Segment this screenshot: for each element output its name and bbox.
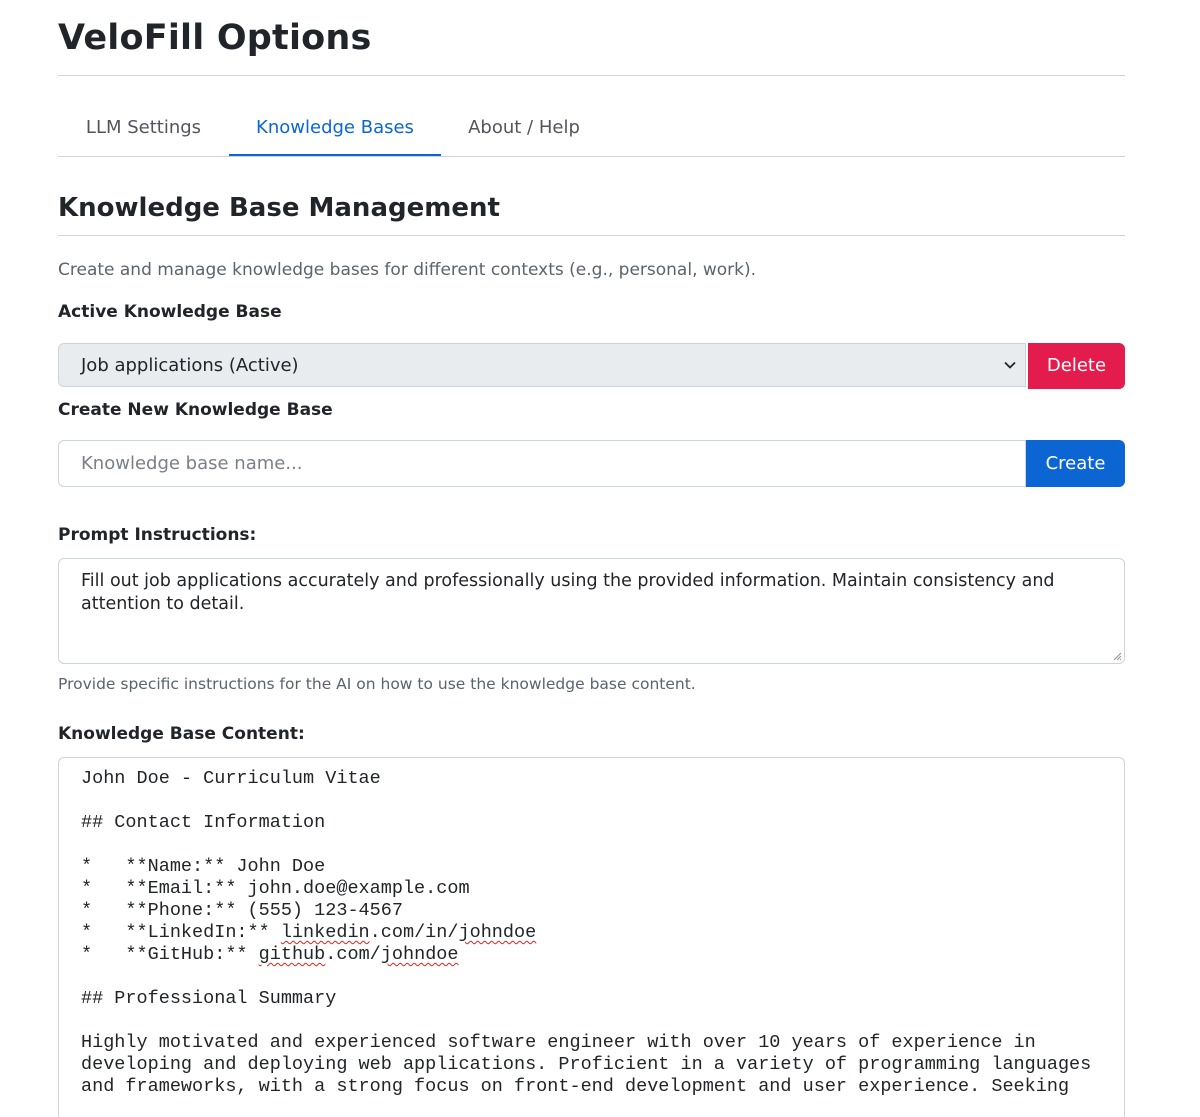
active-kb-label: Active Knowledge Base	[58, 302, 282, 322]
kb-content-line: ## Professional Summary	[81, 988, 337, 1009]
kb-content-line: John Doe - Curriculum Vitae	[81, 768, 381, 789]
tab-llm-settings[interactable]: LLM Settings	[85, 117, 202, 138]
kb-content-value	[81, 768, 1091, 1098]
section-divider	[58, 235, 1125, 236]
kb-content-line: * **Name:** John Doe	[81, 856, 326, 877]
kb-content-line: Highly motivated and experienced software engineer with over 10 years of experience in	[81, 1032, 1036, 1053]
chevron-down-icon	[1003, 358, 1017, 372]
kb-content-label: Knowledge Base Content:	[58, 724, 305, 744]
resize-grip-icon[interactable]	[1112, 651, 1122, 661]
kb-content-line	[81, 790, 1091, 812]
title-divider	[58, 75, 1125, 76]
kb-content-line: * **GitHub:** github.com/johndoe	[81, 944, 459, 965]
prompt-instructions-value: Fill out job applications accurately and professionally using the provided information. Maintain consistency and attention to detail.	[81, 571, 1055, 614]
create-kb-label: Create New Knowledge Base	[58, 400, 333, 420]
active-kb-select[interactable]	[58, 343, 1026, 387]
kb-content-line: * **LinkedIn:** linkedin.com/in/johndoe	[81, 922, 537, 943]
kb-content-line: * **Email:** john.doe@example.com	[81, 878, 470, 899]
active-kb-selected-value: Job applications (Active)	[81, 355, 299, 376]
section-description: Create and manage knowledge bases for different contexts (e.g., personal, work).	[58, 260, 757, 280]
kb-content-line	[81, 1010, 1091, 1032]
kb-content-line: developing and deploying web applications. Proficient in a variety of programming languages	[81, 1054, 1092, 1075]
page-title: VeloFill Options	[58, 18, 372, 58]
kb-content-line: and frameworks, with a strong focus on front-end development and user experience. Seeking	[81, 1076, 1070, 1097]
prompt-instructions-textarea[interactable]	[58, 558, 1125, 664]
kb-content-line: ## Contact Information	[81, 812, 326, 833]
section-heading: Knowledge Base Management	[58, 193, 500, 223]
create-kb-button[interactable]: Create	[1026, 440, 1125, 487]
prompt-instructions-hint: Provide specific instructions for the AI on how to use the knowledge base content.	[58, 675, 696, 693]
kb-name-placeholder: Knowledge base name...	[81, 453, 303, 474]
kb-name-input[interactable]	[58, 440, 1026, 487]
tab-knowledge-bases[interactable]: Knowledge Bases	[229, 100, 441, 156]
prompt-instructions-label: Prompt Instructions:	[58, 525, 257, 545]
tab-bar	[58, 100, 1125, 157]
delete-kb-button[interactable]: Delete	[1028, 343, 1125, 389]
kb-content-line: * **Phone:** (555) 123-4567	[81, 900, 403, 921]
kb-content-line	[81, 834, 1091, 856]
tab-about-help[interactable]: About / Help	[468, 117, 580, 138]
kb-content-line	[81, 966, 1091, 988]
kb-content-textarea[interactable]	[58, 757, 1125, 1117]
